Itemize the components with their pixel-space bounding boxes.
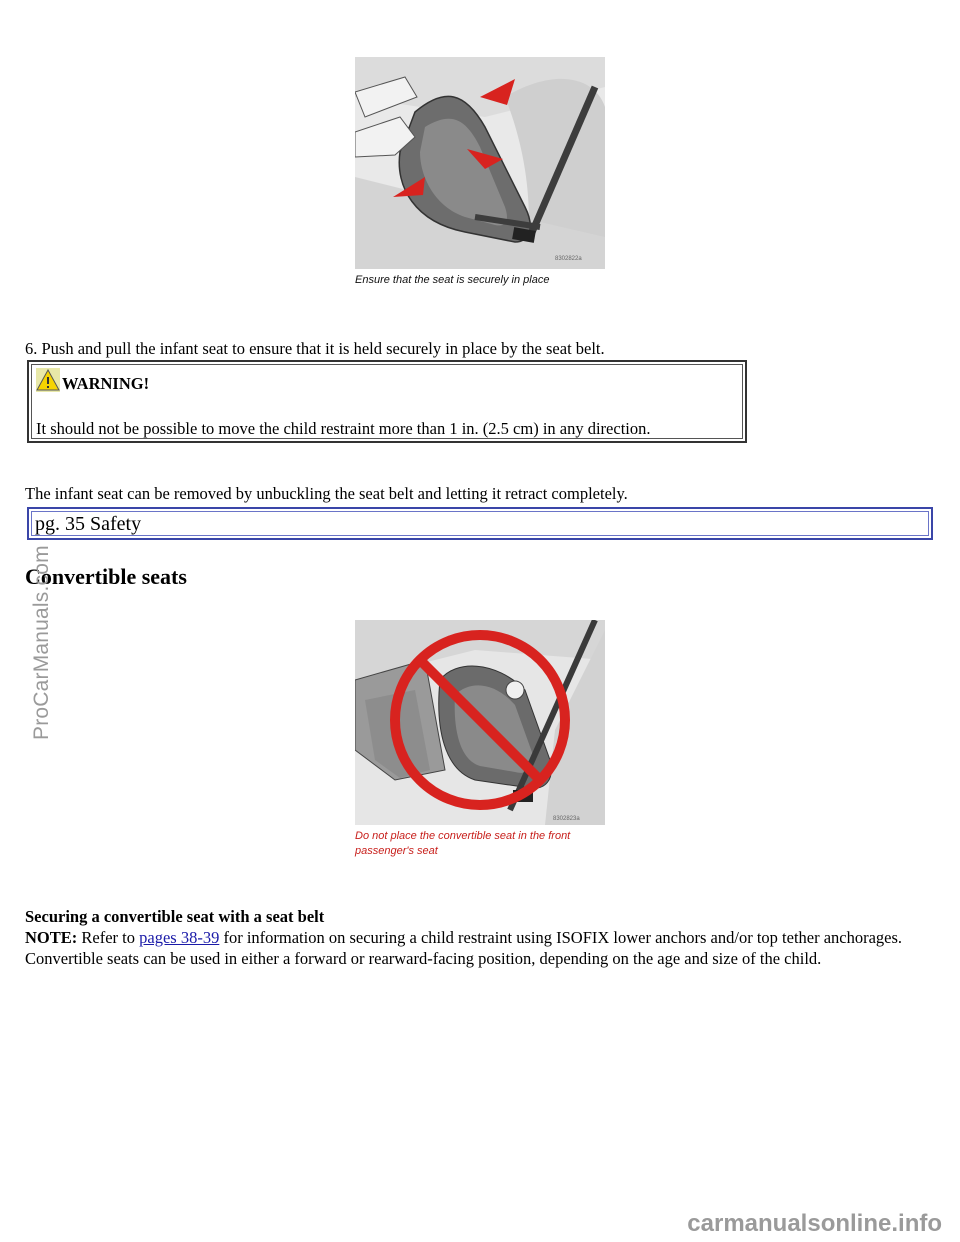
warning-text: It should not be possible to move the child restraint more than 1 in. (2.5 cm) in any direction.: [36, 419, 651, 438]
svg-text:8302822a: 8302822a: [555, 256, 582, 262]
figure-infant-seat: [355, 57, 605, 288]
section-title: Convertible seats: [25, 564, 187, 589]
pages-link[interactable]: pages 38-39: [139, 927, 220, 947]
figure-caption: Ensure that the seat is securely in place: [355, 274, 550, 286]
convertible-seat-prohibited-illustration: [355, 620, 605, 825]
warning-box: [27, 360, 747, 443]
securing-paragraph: Securing a convertible seat with a seat belt NOTE: Refer to pages 38-39 for information on securing a child restraint using ISOFIX lower anchors and/or top tether anchorages. Convertible seats can be used in either a forward or rearward-facing position, depending on the age and size of the child.: [25, 906, 935, 969]
infant-seat-illustration: [355, 57, 605, 269]
removal-text: The infant seat can be removed by unbuckling the seat belt and letting it retract completely.: [25, 483, 628, 503]
side-watermark: ProCarManuals.com: [30, 545, 53, 740]
svg-text:8302823a: 8302823a: [553, 816, 580, 822]
step-6-text: 6. Push and pull the infant seat to ensure that it is held securely in place by the seat belt.: [25, 338, 605, 358]
warning-title: WARNING!: [62, 374, 150, 393]
figure-caption: Do not place the convertible seat in the front passenger's seat: [355, 830, 571, 857]
warning-triangle-icon: [36, 368, 60, 392]
bottom-watermark: carmanualsonline.info: [687, 1210, 942, 1237]
note-label: NOTE:: [25, 927, 78, 947]
page-header-bar: pg. 35 Safety: [27, 507, 933, 540]
subheading: Securing a convertible seat with a seat belt: [25, 906, 325, 926]
figure-convertible-seat: [355, 620, 605, 859]
